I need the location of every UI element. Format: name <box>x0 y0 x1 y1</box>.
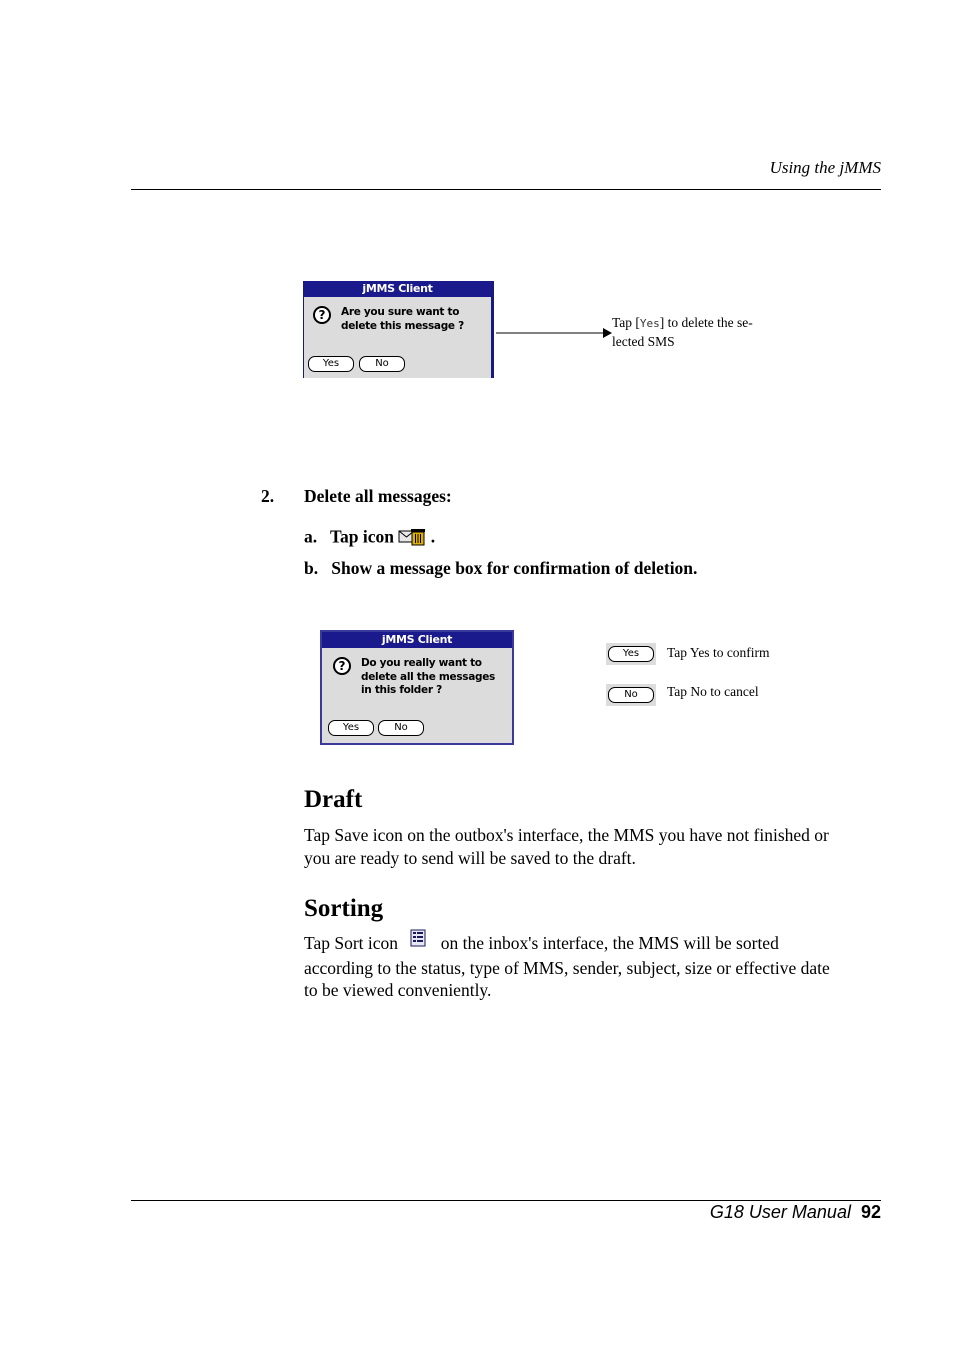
step-label: Delete all messages: <box>304 486 452 506</box>
substep-b: b. Show a message box for confirmation of deletion. <box>304 558 698 578</box>
arrow-icon <box>495 326 613 340</box>
legend-no-swatch <box>606 684 656 706</box>
legend-no-text: Tap No to cancel <box>667 684 759 699</box>
substep-a: a. Tap icon . <box>304 526 435 551</box>
yes-button[interactable]: Yes <box>308 356 354 372</box>
dialog-message: Do you really want to delete all the messages in this folder ? <box>361 657 495 696</box>
draft-heading: Draft <box>304 786 363 813</box>
dialog-title: jMMS Client <box>322 632 512 648</box>
yes-button[interactable]: Yes <box>328 720 374 736</box>
confirm-delete-dialog <box>303 281 494 378</box>
page-footer: G18 User Manual 92 <box>709 1202 881 1222</box>
legend-yes-swatch <box>606 643 656 665</box>
step-number: 2. <box>261 486 275 506</box>
question-icon: ? <box>333 657 351 675</box>
sort-list-icon <box>410 929 426 953</box>
page-number: 92 <box>860 1202 881 1222</box>
no-button[interactable]: No <box>359 356 405 372</box>
footer-rule <box>131 1200 881 1201</box>
sorting-paragraph: Tap Sort icon on the inbox's interface, the MMS will be sorted according to the status, type of MMS, sender, subject, size or effective date to be viewed conveniently. <box>304 932 884 1002</box>
legend-yes-button: Yes <box>608 646 654 662</box>
legend-yes-text: Tap Yes to confirm <box>667 645 770 660</box>
no-button[interactable]: No <box>378 720 424 736</box>
header-rule <box>131 189 881 190</box>
callout-text: Tap [Yes] to delete the se- lected SMS <box>612 315 753 349</box>
sorting-heading: Sorting <box>304 895 384 922</box>
question-icon: ? <box>313 306 331 324</box>
draft-paragraph: Tap Save icon on the outbox's interface, the MMS you have not finished or you are ready to send will be saved to the draft. <box>304 825 829 868</box>
dialog-message: Are you sure want to delete this message ? <box>341 306 464 332</box>
running-header: Using the jMMS <box>769 158 881 177</box>
legend-no-button: No <box>608 687 654 703</box>
confirm-delete-all-dialog <box>320 630 514 745</box>
dialog-title: jMMS Client <box>304 281 491 297</box>
trash-mail-icon <box>398 526 426 551</box>
